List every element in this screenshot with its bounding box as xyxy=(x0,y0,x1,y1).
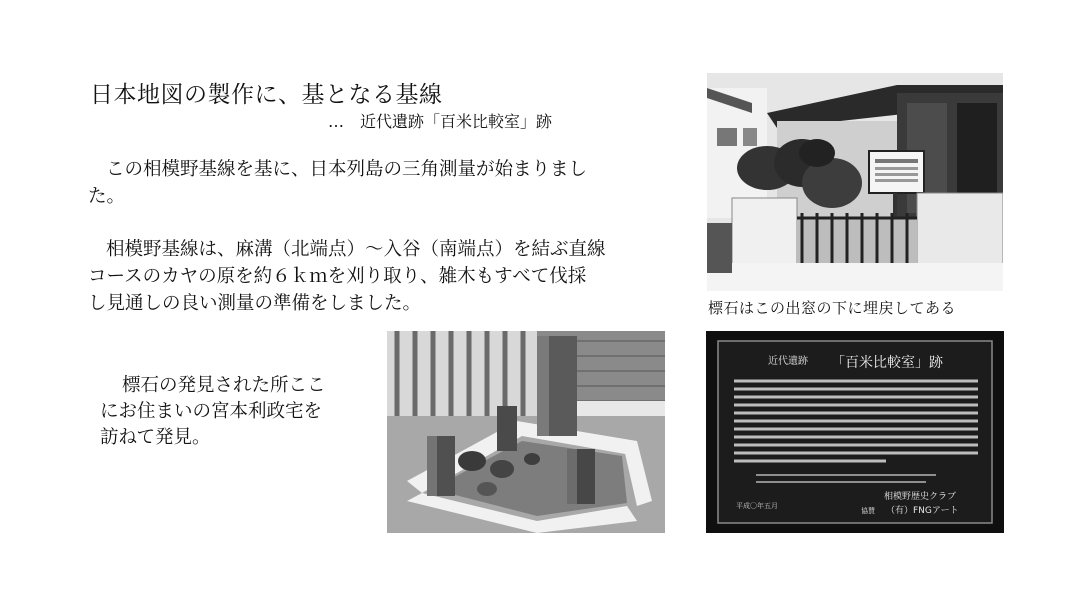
paragraph-baseline-line-3: し見通しの良い測量の準備をしました。 xyxy=(88,293,422,314)
paragraph-discovery-line-2: にお住まいの宮本利政宅を xyxy=(100,401,323,422)
building-photo xyxy=(707,73,1003,291)
building-photo-caption: 標石はこの出窓の下に埋戻してある xyxy=(708,299,957,317)
plaque-heading-small: 近代遺跡 xyxy=(768,356,808,367)
paragraph-baseline-line-1: 相模野基線は、麻溝（北端点）～入谷（南端点）を結ぶ直線 xyxy=(106,239,606,260)
plaque-org-line-1: 相模野歴史クラブ xyxy=(884,492,957,502)
paragraph-intro-line-2: た。 xyxy=(88,186,126,207)
plaque-heading-large: 「百米比較室」跡 xyxy=(831,355,943,371)
plaque-photo xyxy=(706,331,1004,533)
paragraph-discovery-line-3: 訪ねて発見。 xyxy=(100,427,211,448)
plaque-org-line-2: （有）FNGアート xyxy=(886,506,959,516)
paragraph-intro-line-1: この相模野基線を基に、日本列島の三角測量が始まりまし xyxy=(106,159,588,180)
slide-title: 日本地図の製作に、基となる基線 xyxy=(90,82,443,108)
plaque-date: 平成〇年五月 xyxy=(736,502,778,510)
stones-photo xyxy=(387,331,665,533)
slide-subtitle: … 近代遺跡「百米比較室」跡 xyxy=(328,112,553,131)
plaque-org-prefix: 協賛 xyxy=(861,507,875,515)
paragraph-intro xyxy=(88,156,587,210)
paragraph-discovery-line-1: 標石の発見された所ここ xyxy=(122,375,326,396)
paragraph-baseline xyxy=(88,236,606,317)
paragraph-discovery xyxy=(100,373,326,451)
paragraph-baseline-line-2: コースのカヤの原を約６ｋｍを刈り取り、雑木もすべて伐採 xyxy=(88,266,587,287)
